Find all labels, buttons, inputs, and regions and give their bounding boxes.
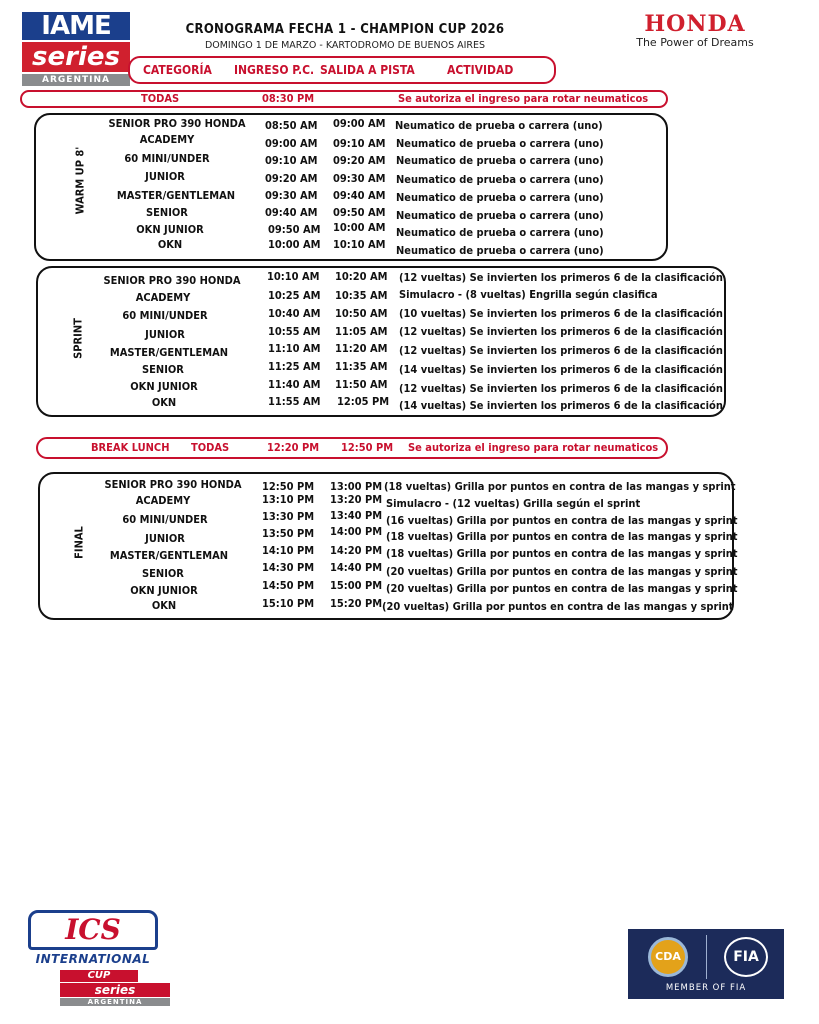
sprint-row-7-category: OKN JUNIOR (130, 380, 198, 393)
page-title: CRONOGRAMA FECHA 1 - CHAMPION CUP 2026 (185, 22, 505, 37)
cda-logo: CDA (648, 937, 688, 977)
fia-member-text: MEMBER OF FIA (665, 983, 747, 993)
final-row-5-in: 14:10 PM (262, 544, 315, 557)
ics-international-text: INTERNATIONAL (35, 952, 151, 966)
break-lunch-label: BREAK LUNCH (91, 441, 170, 454)
col-header-actividad: ACTIVIDAD (447, 63, 514, 77)
warmup-row-2-category: ACADEMY (139, 133, 195, 146)
warmup-row-8-out: 10:10 AM (333, 238, 386, 251)
break-lunch-out: 12:50 PM (341, 441, 394, 454)
sprint-row-5-in: 11:10 AM (268, 342, 321, 355)
sprint-row-1-out: 10:20 AM (335, 270, 388, 283)
sprint-row-6-category: SENIOR (142, 363, 184, 376)
warmup-row-4-activity: Neumatico de prueba o carrera (uno) (396, 173, 604, 186)
fia-logo: FIA (724, 937, 768, 977)
final-row-1-category: SENIOR PRO 390 HONDA (104, 478, 242, 491)
honda-brand: HONDA (644, 11, 746, 37)
sprint-row-3-in: 10:40 AM (268, 307, 321, 320)
col-header-categoria: CATEGORÍA (143, 63, 212, 77)
todas-note: Se autoriza el ingreso para rotar neumaticos (398, 92, 649, 105)
sprint-row-6-in: 11:25 AM (268, 360, 321, 373)
warmup-row-7-out: 10:00 AM (333, 221, 386, 234)
warmup-row-6-in: 09:40 AM (265, 206, 318, 219)
warmup-row-2-out: 09:10 AM (333, 137, 386, 150)
sprint-row-3-out: 10:50 AM (335, 307, 388, 320)
warmup-row-4-in: 09:20 AM (265, 172, 318, 185)
sprint-row-8-in: 11:55 AM (268, 395, 321, 408)
sprint-row-6-out: 11:35 AM (335, 360, 388, 373)
final-row-4-out: 14:00 PM (330, 525, 383, 538)
final-row-4-category: JUNIOR (145, 532, 185, 545)
warmup-row-5-activity: Neumatico de prueba o carrera (uno) (396, 191, 604, 204)
sprint-row-3-activity: (10 vueltas) Se invierten los primeros 6 de la clasificación (399, 307, 723, 320)
final-row-8-category: OKN (151, 599, 177, 612)
warmup-row-3-activity: Neumatico de prueba o carrera (uno) (396, 154, 604, 167)
ics-cup-series-logo (24, 910, 160, 1004)
sprint-row-7-activity: (12 vueltas) Se invierten los primeros 6 de la clasificación (399, 382, 723, 395)
iame-series-logo (22, 12, 130, 86)
sprint-row-5-activity: (12 vueltas) Se invierten los primeros 6 de la clasificación (399, 344, 723, 357)
argentina-logo-text: ARGENTINA (22, 74, 130, 86)
warmup-row-6-out: 09:50 AM (333, 206, 386, 219)
sprint-row-6-activity: (14 vueltas) Se invierten los primeros 6 de la clasificación (399, 363, 723, 376)
warmup-row-1-in: 08:50 AM (265, 119, 318, 132)
cup-series-logo-text: series (60, 983, 170, 997)
final-row-5-activity: (18 vueltas) Grilla por puntos en contra de las mangas y sprint (386, 547, 738, 560)
sprint-row-8-activity: (14 vueltas) Se invierten los primeros 6 de la clasificación (399, 399, 723, 412)
sprint-row-4-out: 11:05 AM (335, 325, 388, 338)
warmup-row-1-out: 09:00 AM (333, 117, 386, 130)
sprint-row-2-activity: Simulacro - (8 vueltas) Engrilla según clasifica (399, 288, 658, 301)
sprint-row-4-in: 10:55 AM (268, 325, 321, 338)
sprint-row-7-in: 11:40 AM (268, 378, 321, 391)
warmup-row-1-category: SENIOR PRO 390 HONDA (108, 117, 246, 130)
final-row-3-in: 13:30 PM (262, 510, 315, 523)
sprint-section-label: SPRINT (71, 318, 85, 359)
warmup-row-7-category: OKN JUNIOR (136, 223, 204, 236)
sprint-row-5-category: MASTER/GENTLEMAN (109, 346, 229, 359)
ics-logo-text: ICS (28, 910, 158, 950)
final-row-7-in: 14:50 PM (262, 579, 315, 592)
break-lunch-note: Se autoriza el ingreso para rotar neumaticos (408, 441, 659, 454)
warmup-row-4-category: JUNIOR (145, 170, 185, 183)
final-row-8-out: 15:20 PM (330, 597, 383, 610)
final-row-1-in: 12:50 PM (262, 480, 315, 493)
final-row-5-out: 14:20 PM (330, 544, 383, 557)
final-row-2-out: 13:20 PM (330, 493, 383, 506)
warmup-row-5-in: 09:30 AM (265, 189, 318, 202)
final-row-7-category: OKN JUNIOR (130, 584, 198, 597)
final-row-3-category: 60 MINI/UNDER (122, 513, 208, 526)
cup-logo-text: CUP (60, 970, 138, 982)
sprint-row-8-category: OKN (151, 396, 177, 409)
sprint-row-1-category: SENIOR PRO 390 HONDA (103, 274, 241, 287)
warmup-row-3-category: 60 MINI/UNDER (124, 152, 210, 165)
final-row-4-in: 13:50 PM (262, 527, 315, 540)
sprint-row-2-in: 10:25 AM (268, 289, 321, 302)
page-subtitle: DOMINGO 1 DE MARZO - KARTODROMO DE BUENOS AIRES (204, 40, 486, 51)
final-row-8-activity: (20 vueltas) Grilla por puntos en contra de las mangas y sprint (382, 600, 734, 613)
warmup-row-2-activity: Neumatico de prueba o carrera (uno) (396, 137, 604, 150)
final-row-2-category: ACADEMY (135, 494, 191, 507)
final-section-label: FINAL (72, 526, 86, 559)
final-row-4-activity: (18 vueltas) Grilla por puntos en contra de las mangas y sprint (386, 530, 738, 543)
final-row-6-in: 14:30 PM (262, 561, 315, 574)
final-row-8-in: 15:10 PM (262, 597, 315, 610)
final-row-6-activity: (20 vueltas) Grilla por puntos en contra de las mangas y sprint (386, 565, 738, 578)
sprint-row-5-out: 11:20 AM (335, 342, 388, 355)
sprint-row-8-out: 12:05 PM (337, 395, 390, 408)
col-header-salida: SALIDA A PISTA (320, 63, 415, 77)
sprint-row-1-activity: (12 vueltas) Se invierten los primeros 6 de la clasificación (399, 271, 723, 284)
warmup-row-4-out: 09:30 AM (333, 172, 386, 185)
warmup-row-7-activity: Neumatico de prueba o carrera (uno) (396, 226, 604, 239)
warmup-row-3-out: 09:20 AM (333, 154, 386, 167)
honda-logo (620, 12, 770, 52)
todas-time: 08:30 PM (262, 92, 315, 105)
warmup-row-1-activity: Neumatico de prueba o carrera (uno) (395, 119, 603, 132)
break-lunch-in: 12:20 PM (267, 441, 320, 454)
warmup-row-5-category: MASTER/GENTLEMAN (116, 189, 236, 202)
final-row-7-activity: (20 vueltas) Grilla por puntos en contra de las mangas y sprint (386, 582, 738, 595)
final-row-3-out: 13:40 PM (330, 509, 383, 522)
todas-label: TODAS (141, 92, 180, 105)
badge-divider (706, 935, 707, 979)
sprint-row-7-out: 11:50 AM (335, 378, 388, 391)
warmup-row-6-category: SENIOR (146, 206, 188, 219)
final-row-6-out: 14:40 PM (330, 561, 383, 574)
iame-logo-text: IAME (22, 12, 130, 40)
break-lunch-category: TODAS (191, 441, 230, 454)
final-row-2-in: 13:10 PM (262, 493, 315, 506)
warmup-row-5-out: 09:40 AM (333, 189, 386, 202)
sprint-row-1-in: 10:10 AM (267, 270, 320, 283)
series-logo-text: series (22, 42, 130, 72)
sprint-row-2-category: ACADEMY (135, 291, 191, 304)
honda-tagline: The Power of Dreams (636, 36, 754, 49)
warmup-section-label: WARM UP 8' (73, 146, 87, 215)
final-row-2-activity: Simulacro - (12 vueltas) Grilla según el sprint (386, 497, 641, 510)
final-row-5-category: MASTER/GENTLEMAN (109, 549, 229, 562)
warmup-row-7-in: 09:50 AM (268, 223, 321, 236)
warmup-row-8-in: 10:00 AM (268, 238, 321, 251)
warmup-row-6-activity: Neumatico de prueba o carrera (uno) (396, 209, 604, 222)
col-header-ingreso: INGRESO P.C. (234, 63, 315, 77)
final-row-1-out: 13:00 PM (330, 480, 383, 493)
fia-member-badge (628, 929, 784, 999)
final-row-3-activity: (16 vueltas) Grilla por puntos en contra de las mangas y sprint (386, 514, 738, 527)
sprint-row-3-category: 60 MINI/UNDER (122, 309, 208, 322)
final-row-6-category: SENIOR (142, 567, 184, 580)
warmup-row-8-activity: Neumatico de prueba o carrera (uno) (396, 244, 604, 257)
sprint-row-4-activity: (12 vueltas) Se invierten los primeros 6 de la clasificación (399, 325, 723, 338)
warmup-row-3-in: 09:10 AM (265, 154, 318, 167)
warmup-row-2-in: 09:00 AM (265, 137, 318, 150)
cup-argentina-text: ARGENTINA (60, 998, 170, 1006)
sprint-row-2-out: 10:35 AM (335, 289, 388, 302)
sprint-row-4-category: JUNIOR (145, 328, 185, 341)
final-row-7-out: 15:00 PM (330, 579, 383, 592)
final-row-1-activity: (18 vueltas) Grilla por puntos en contra de las mangas y sprint (384, 480, 736, 493)
warmup-row-8-category: OKN (157, 238, 183, 251)
